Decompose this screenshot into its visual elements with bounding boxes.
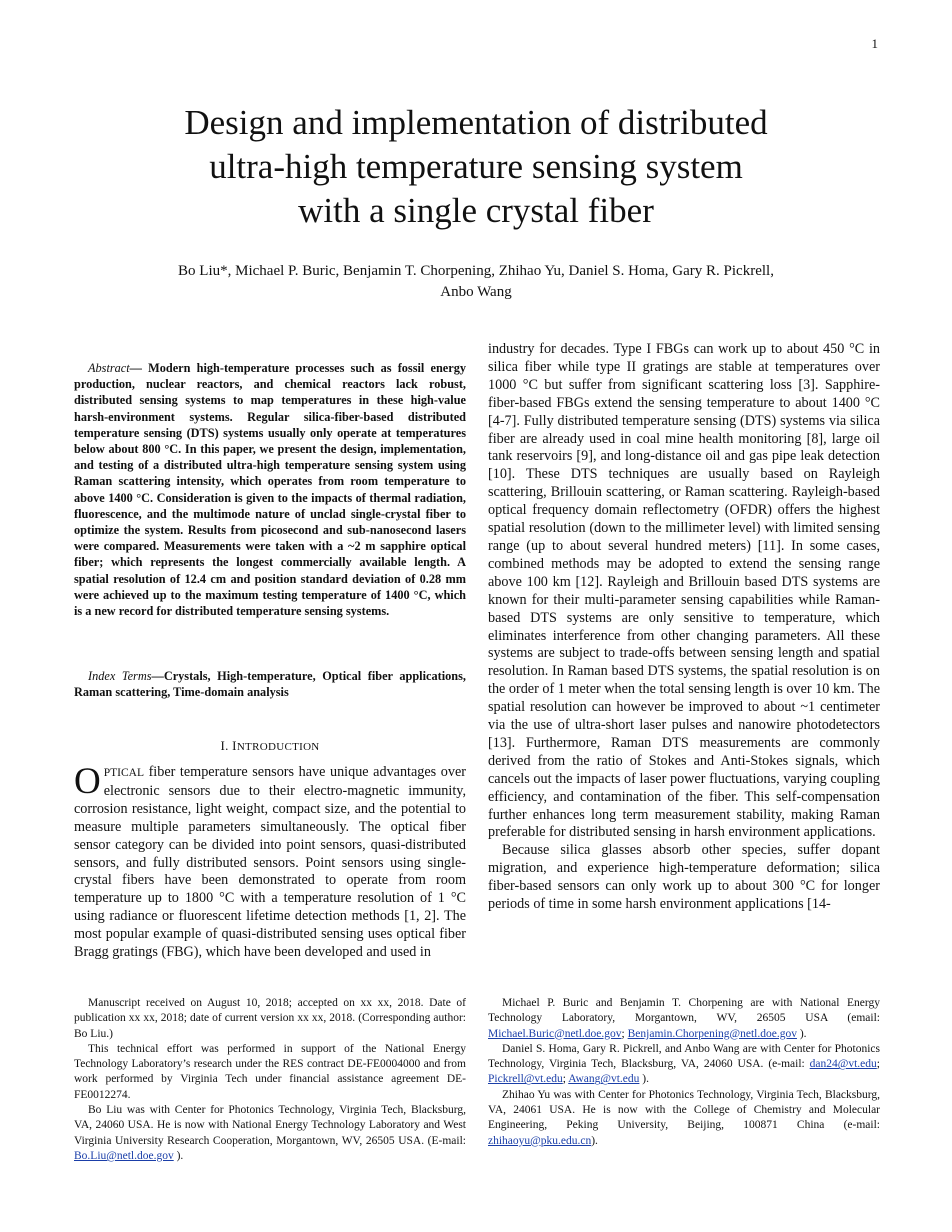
abstract <box>74 360 466 619</box>
email-link[interactable]: Michael.Buric@netl.doe.gov <box>488 1027 622 1040</box>
right-paragraph-2: Because silica glasses absorb other species, suffer dopant migration, and experience high-temperature deformation; silica fiber-based sensors can only work up to about 300 °C for longer periods of time in some harsh environment applications [14- <box>488 842 880 913</box>
authors-line-1: Bo Liu*, Michael P. Buric, Benjamin T. Chorpening, Zhihao Yu, Daniel S. Homa, Gary R. Pickrell, <box>178 263 774 279</box>
email-link[interactable]: Awang@vt.edu <box>568 1073 640 1086</box>
introduction-text <box>74 761 466 962</box>
author-list <box>110 261 842 303</box>
footnotes-right <box>488 996 880 1149</box>
title-line-2: ultra-high temperature sensing system <box>209 147 743 186</box>
title-line-3: with a single crystal fiber <box>298 191 654 230</box>
email-link[interactable]: Pickrell@vt.edu <box>488 1073 563 1086</box>
footnote-buric-chorpening: Michael P. Buric and Benjamin T. Chorpening are with National Energy Technology Laboratory, Morgantown, WV, 26505 USA (email: Michael.Buric@netl.doe.gov; Benjamin.Chorpening@netl.doe.gov ). <box>488 997 880 1040</box>
title-line-1: Design and implementation of distributed <box>184 103 768 142</box>
footnote-funding: This technical effort was performed in support of the National Energy Technology Laboratory’s research under the RES contract DE-FE0004000 and from work performed by Virginia Tech under financial assistance agreement DE- FE0012274. <box>74 1042 466 1101</box>
abstract-dash: — <box>129 361 142 375</box>
page-number: 1 <box>871 36 878 51</box>
email-link[interactable]: Bo.Liu@netl.doe.gov <box>74 1149 174 1162</box>
footnote-homa-pickrell-wang: Daniel S. Homa, Gary R. Pickrell, and Anbo Wang are with Center for Photonics Technology, Virginia Tech, Blacksburg, VA, 24060 USA. (e-mail: dan24@vt.edu; Pickrell@vt.edu; Awang@vt.edu ). <box>488 1042 880 1086</box>
footnote-yu: Zhihao Yu was with Center for Photonics Technology, Virginia Tech, Blacksburg, VA, 24061 USA. He is now with the College of Chemistry and Molecular Engineering, Peking University, Beijing, 100871 China (e-mail: zhihaoyu@pku.edu.cn). <box>488 1088 880 1147</box>
intro-smallcaps: PTICAL <box>103 767 144 779</box>
paper-title <box>0 101 952 233</box>
index-terms-label: Index Terms <box>88 669 152 683</box>
index-terms <box>74 668 466 700</box>
abstract-label: Abstract <box>88 361 130 375</box>
authors-line-2: Anbo Wang <box>440 284 512 300</box>
footnote-manuscript: Manuscript received on August 10, 2018; accepted on xx xx, 2018. Date of publication xx xx, 2018; date of current version xx xx, 2018. (Corresponding author: Bo Liu.) <box>74 997 466 1040</box>
email-link[interactable]: zhihaoyu@pku.edu.cn <box>488 1134 592 1147</box>
right-column-text <box>488 341 880 914</box>
abstract-text: Modern high-temperature processes such as fossil energy production, nuclear reactors, and chemical reactors lack robust, distributed sensing systems to map temperatures in these high-value harsh-environment systems. Regular silica-fiber-based distributed temperature sensing (DTS) systems usually only operate at temperatures below about 800 °C. In this paper, we present the design, implementation, and testing of a distributed ultra-high temperature sensing system using Raman scattering intensity, which operates from room temperature to above 1400 °C. Consideration is given to the impacts of thermal radiation, fluorescence, and the multimode nature of unclad single-crystal fiber to optimize the system. Results from picosecond and sub-nanosecond lasers were compared. Measurements were taken with a ~2 m sapphire optical fiber; which represents the longest commercially available length. A spatial resolution of 12.4 cm and position standard deviation of 0.28 mm were achieved up to the maximum testing temperature of 1400 °C, which is a new record for distributed temperature sensing systems. <box>74 361 466 619</box>
footnote-bo-liu: Bo Liu was with Center for Photonics Technology, Virginia Tech, Blacksburg, VA, 24060 USA. He is now with National Energy Technology Laboratory and West Virginia University Research Cooperation, Morgantown, WV, 26505 USA. (E-mail: Bo.Liu@netl.doe.gov ). <box>74 1104 466 1162</box>
email-link[interactable]: Benjamin.Chorpening@netl.doe.gov <box>627 1027 797 1040</box>
email-link[interactable]: dan24@vt.edu <box>809 1058 877 1071</box>
intro-paragraph: fiber temperature sensors have unique advantages over electronic sensors due to their electro-magnetic immunity, corrosion resistance, light weight, compact size, and the potential to measure multiple parameters simultaneously. The optical fiber sensor category can be divided into point sensors, quasi-distributed sensors, and fully distributed sensors. Point sensors using single-crystal fibers have been demonstrated to operate from room temperature up to 1800 °C with a temperature resolution of 1 °C using radiance or fluorescent lifetime detection methods [1, 2]. The most popular example of quasi-distributed sensing uses optical fiber Bragg gratings (FBG), which have been developed and used in <box>74 764 466 961</box>
section-heading-introduction: I. INTRODUCTION <box>220 738 320 753</box>
drop-cap: O <box>74 761 101 802</box>
index-terms-text: —Crystals, High-temperature, Optical fiber applications, Raman scattering, Time-domain analysis <box>74 669 466 700</box>
footnotes-left <box>74 996 466 1164</box>
right-paragraph-1: industry for decades. Type I FBGs can work up to about 450 °C in silica fiber while type II gratings are stable at temperatures over 1000 °C but suffer from significant scattering loss [3]. Sapphire-fiber-based FBGs extend the sensing temperature to about 1400 °C [4-7]. Fully distributed temperature sensing (DTS) systems via silica fiber are already used in coal mine health monitoring [8], large oil tank reservoirs [9], and long-distance oil and gas pipe leak detection [10]. These DTS techniques are usually based on Rayleigh scattering, Brillouin scattering, or Raman scattering. Rayleigh-based optical frequency domain reflectometry (OFDR) offers the highest spatial resolution (down to the millimeter level) with limited sensing range (up to about several hundred meters) [11]. In some cases, combined methods may be adopted to extend the sensing range above 100 km [12]. Rayleigh and Brillouin based DTS systems are known for their multi-parameter sensing capabilities while Raman-based DTS systems are only sensitive to temperature, which eliminates interference from other changing parameters. All these systems are subject to trade-offs between sensing length and spatial resolution. In Raman based DTS systems, the spatial resolution is on the order of 1 meter when the total sensing length is over 10 km. The spatial resolution can however be improved to about ~1 centimeter via the use of ultra-short laser pulses and nanowire photodetectors [13]. Furthermore, Raman DTS measurements are commonly derived from the ratio of Stokes and Anti-Stokes signals, which cancels out the impacts of laser power fluctuations, varying coupling efficiency, and contamination of the fiber. This self-compensation further enhances long term measurement stability, making Raman preferable for distributed sensing in harsh environment applications. <box>488 341 880 841</box>
